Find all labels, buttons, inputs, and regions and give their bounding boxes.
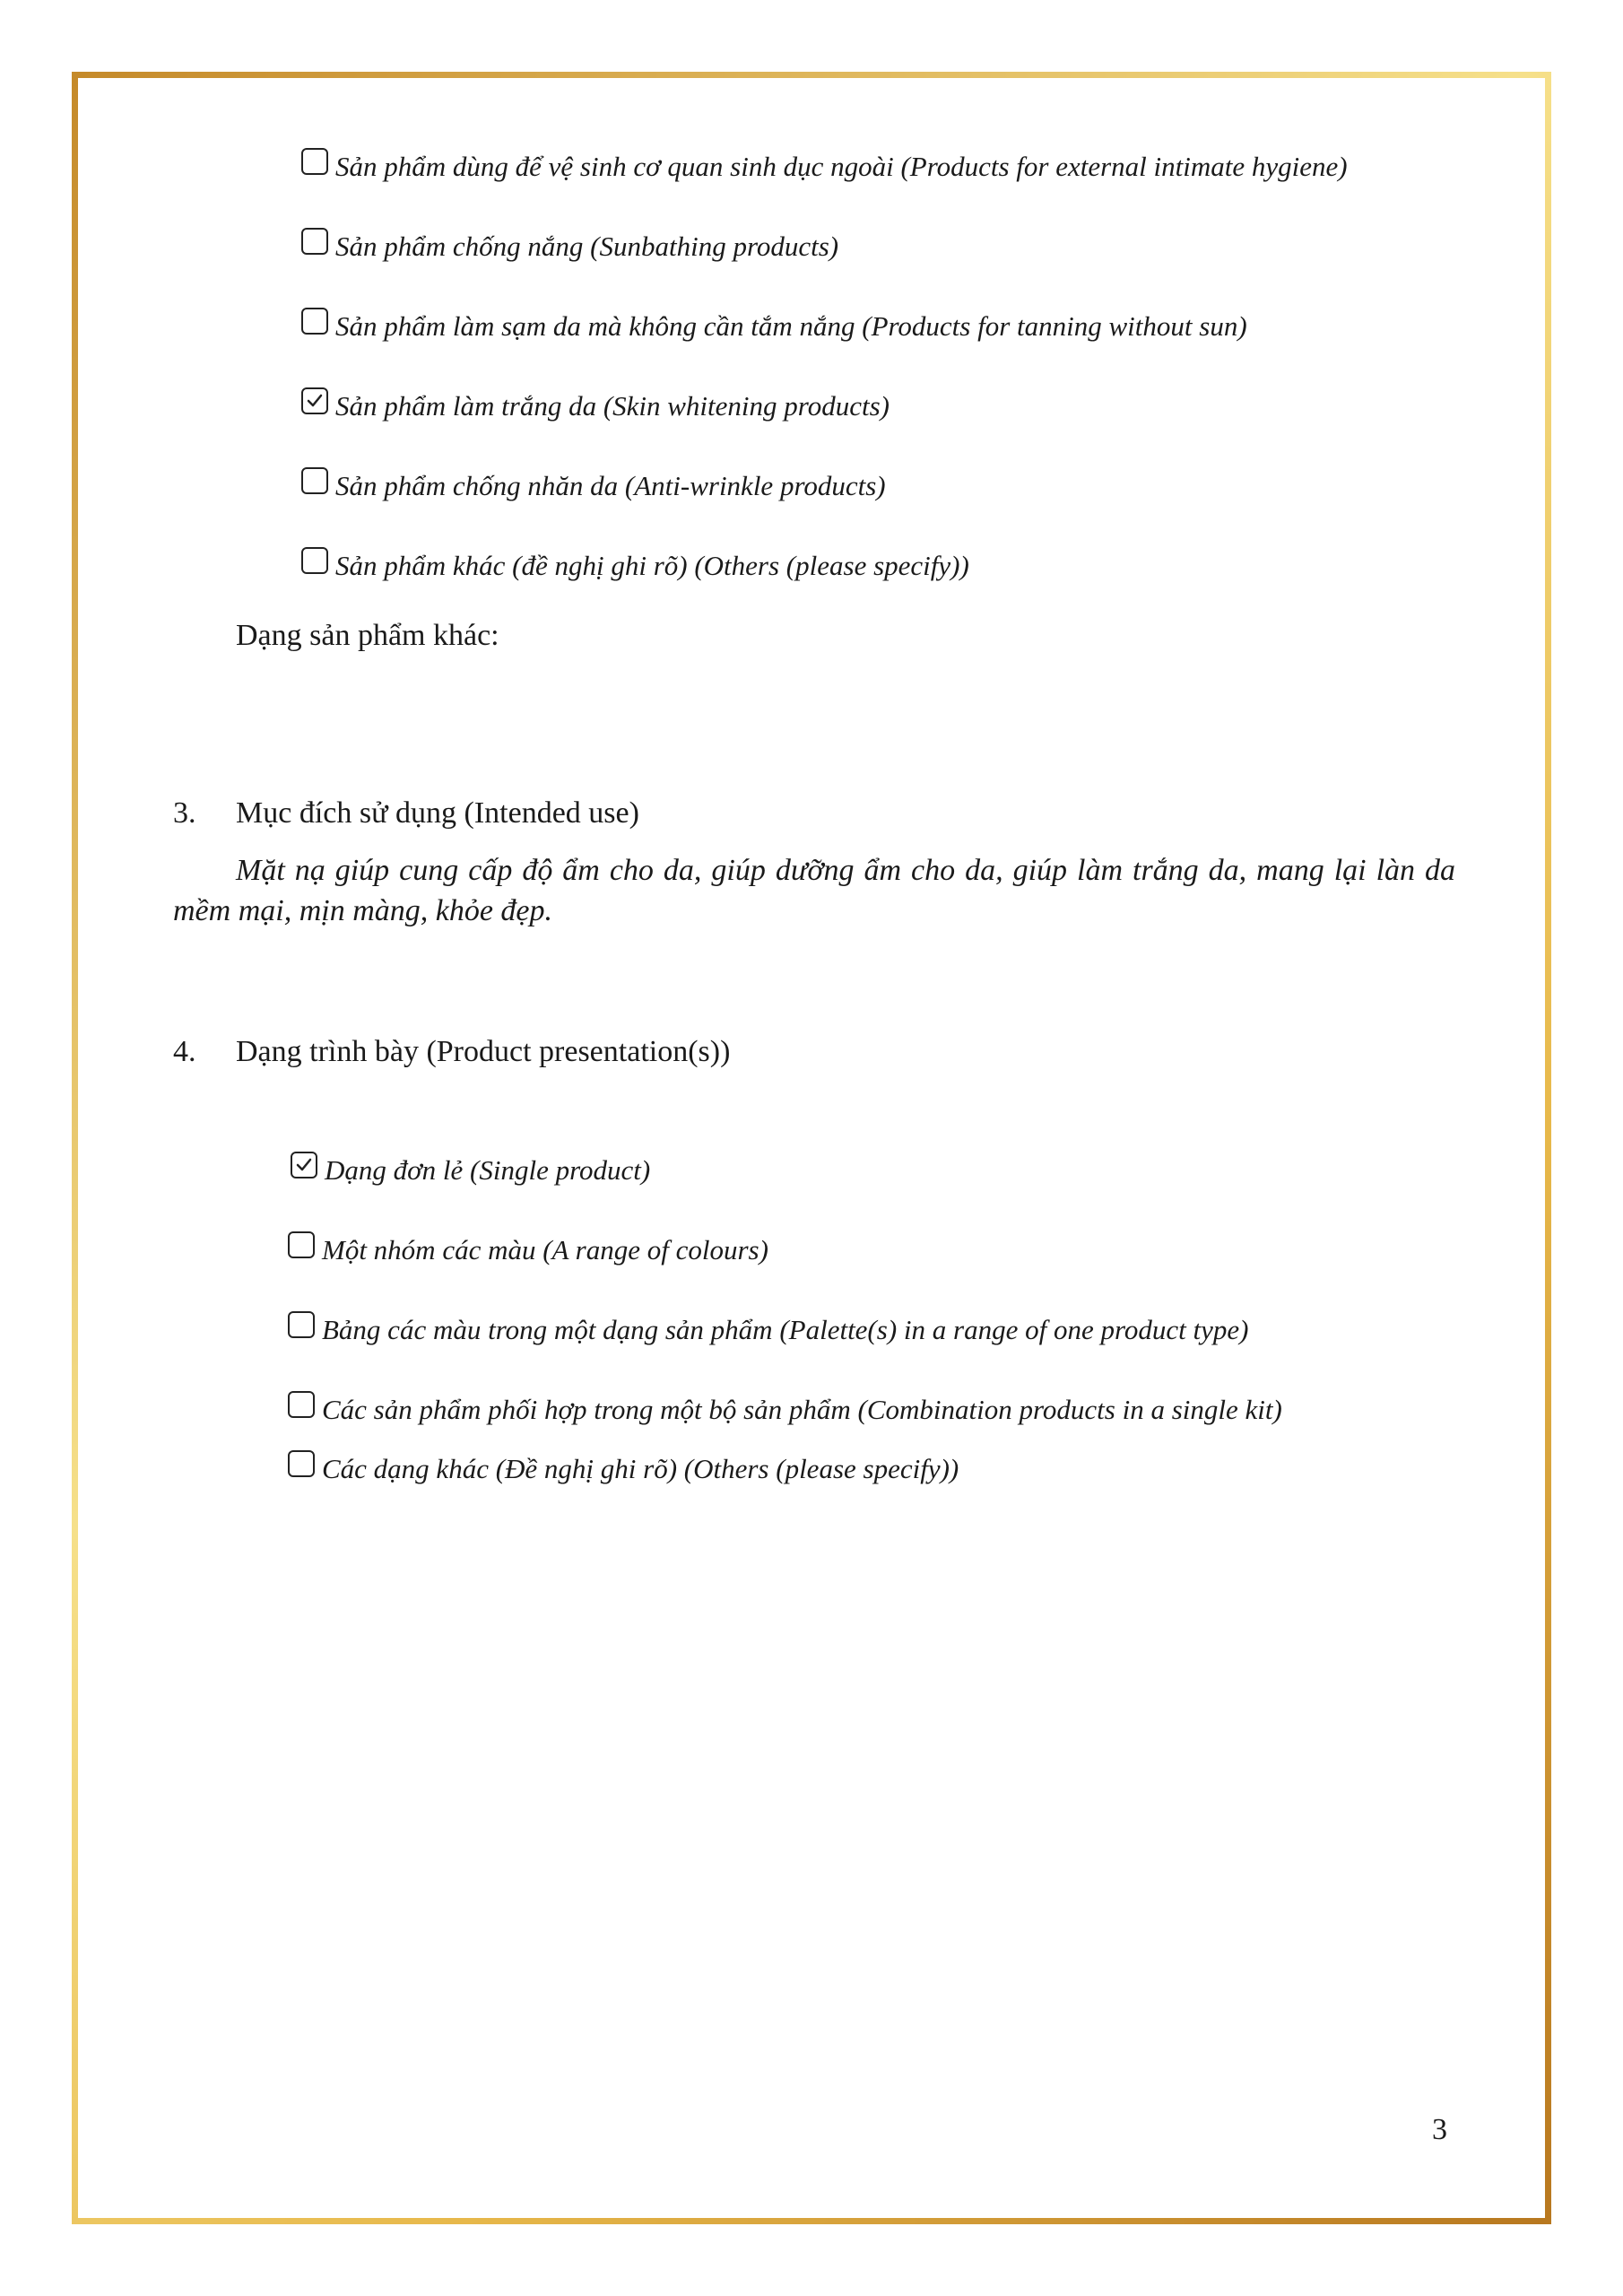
section-3-number: 3.	[173, 796, 196, 830]
checkbox-label: Dạng đơn lẻ (Single product)	[325, 1154, 651, 1186]
checkbox-row-sunbathing[interactable]	[301, 230, 838, 263]
checkbox-checked-icon[interactable]	[301, 387, 328, 414]
checkbox-label: Sản phẩm làm sạm da mà không cần tắm nắng (Products for tanning without sun)	[335, 310, 1247, 342]
checkbox-checked-icon[interactable]	[291, 1152, 317, 1178]
checkbox-unchecked-icon[interactable]	[301, 467, 328, 494]
checkbox-row-anti-wrinkle[interactable]	[301, 470, 886, 502]
checkbox-row-other-forms[interactable]	[288, 1453, 959, 1485]
checkbox-label: Một nhóm các màu (A range of colours)	[322, 1234, 768, 1265]
checkbox-label: Sản phẩm khác (đề nghị ghi rõ) (Others (please specify))	[335, 550, 969, 581]
checkbox-row-palette[interactable]	[288, 1314, 1248, 1346]
section-4-title: Dạng trình bày (Product presentation(s))	[236, 1035, 731, 1068]
checkbox-label: Các dạng khác (Đề nghị ghi rõ) (Others (please specify))	[322, 1453, 959, 1484]
checkbox-unchecked-icon[interactable]	[288, 1391, 315, 1418]
checkbox-row-skin-whitening[interactable]	[301, 390, 890, 422]
checkbox-row-tanning[interactable]	[301, 310, 1247, 343]
checkbox-row-single-product[interactable]	[291, 1154, 650, 1187]
section-4-number: 4.	[173, 1035, 196, 1068]
checkbox-row-range-of-colours[interactable]	[288, 1234, 768, 1266]
checkbox-row-combination-kit[interactable]	[288, 1394, 1282, 1426]
checkbox-label: Các sản phẩm phối hợp trong một bộ sản phẩm (Combination products in a single kit)	[322, 1394, 1282, 1425]
checkbox-unchecked-icon[interactable]	[288, 1311, 315, 1338]
checkbox-unchecked-icon[interactable]	[301, 308, 328, 335]
section-3-title: Mục đích sử dụng (Intended use)	[236, 796, 639, 830]
checkbox-label: Bảng các màu trong một dạng sản phẩm (Palette(s) in a range of one product type)	[322, 1314, 1249, 1345]
checkbox-row-intimate-hygiene[interactable]	[301, 151, 1348, 183]
checkbox-unchecked-icon[interactable]	[288, 1450, 315, 1477]
checkbox-unchecked-icon[interactable]	[301, 228, 328, 255]
checkbox-unchecked-icon[interactable]	[288, 1231, 315, 1258]
checkbox-row-others[interactable]	[301, 550, 969, 582]
checkbox-label: Sản phẩm chống nhăn da (Anti-wrinkle products)	[335, 470, 886, 501]
checkmark-icon	[305, 391, 325, 411]
checkbox-unchecked-icon[interactable]	[301, 547, 328, 574]
checkbox-label: Sản phẩm chống nắng (Sunbathing products)	[335, 230, 839, 262]
page-number: 3	[1432, 2113, 1447, 2146]
checkmark-icon	[294, 1155, 314, 1175]
section-3-text: Mặt nạ giúp cung cấp độ ẩm cho da, giúp dưỡng ẩm cho da, giúp làm trắng da, mang lại làn da mềm mại, mịn màng, khỏe đẹp.	[173, 854, 1455, 927]
checkbox-unchecked-icon[interactable]	[301, 148, 328, 175]
other-form-label: Dạng sản phẩm khác:	[236, 619, 499, 652]
checkbox-label: Sản phẩm làm trắng da (Skin whitening products)	[335, 390, 890, 422]
checkbox-label: Sản phẩm dùng để vệ sinh cơ quan sinh dục ngoài (Products for external intimate hygiene)	[335, 151, 1348, 182]
